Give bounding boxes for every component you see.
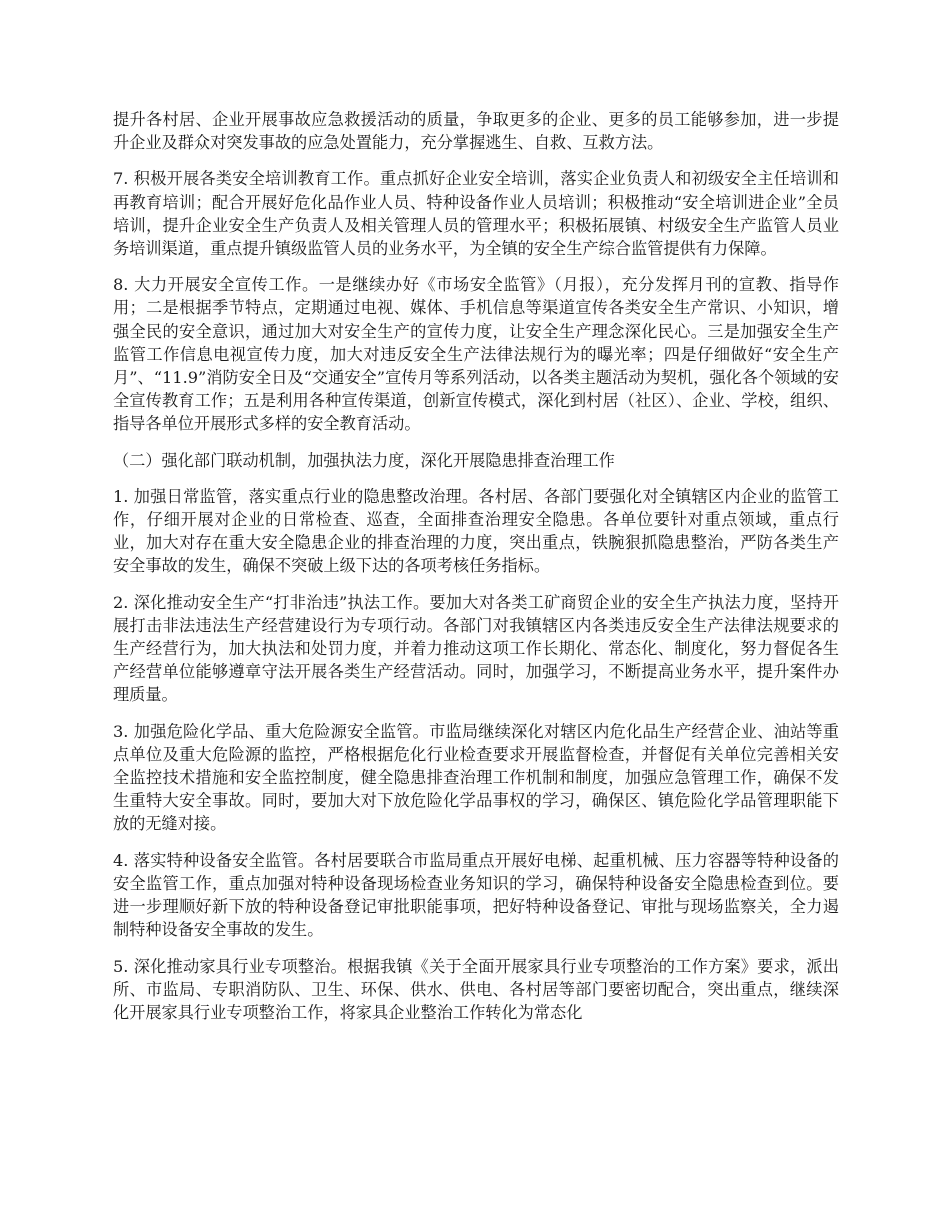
paragraph-item-5-furniture-industry: 5. 深化推动家具行业专项整治。根据我镇《关于全面开展家具行业专项整治的工作方案》要求，派出所、市监局、专职消防队、卫生、环保、供水、供电、各村居等部门要密切配合，突出重点，继续深化开展家具行业专项整治工作，将家具企业整治工作转化为常态化	[113, 956, 839, 1022]
section-heading-2: （二）强化部门联动机制，加强执法力度，深化开展隐患排查治理工作	[113, 450, 615, 470]
paragraph-item-1-daily-supervision: 1. 加强日常监管，落实重点行业的隐患整改治理。各村居、各部门要强化对全镇辖区内企业的监管工作，仔细开展对企业的日常检查、巡查，全面排查治理安全隐患。各单位要针对重点领域，重点行业，加大对存在重大安全隐患企业的排查治理的力度，突出重点，铁腕狠抓隐患整治，严防各类生产安全事故的发生，确保不突破上级下达的各项考核任务指标。	[113, 486, 839, 576]
paragraph-item-3-hazardous-chemicals: 3. 加强危险化学品、重大危险源安全监管。市监局继续深化对辖区内危化品生产经营企业、油站等重点单位及重大危险源的监控，严格根据危化行业检查要求开展监督检查，并督促有关单位完善相关安全监控技术措施和安全监控制度，健全隐患排查治理工作机制和制度，加强应急管理工作，确保不发生重特大安全事故。同时，要加大对下放危险化学品事权的学习，确保区、镇危险化学品管理职能下放的无缝对接。	[113, 721, 839, 834]
paragraph-item-7-training: 7. 积极开展各类安全培训教育工作。重点抓好企业安全培训，落实企业负责人和初级安全主任培训和再教育培训；配合开展好危化品作业人员、特种设备作业人员培训；积极推动“安全培训进企业”全员培训，提升企业安全生产负责人及相关管理人员的管理水平；积极拓展镇、村级安全生产监管人员业务培训渠道，重点提升镇级监管人员的业务水平，为全镇的安全生产综合监管提供有力保障。	[113, 169, 839, 259]
paragraph-item-8-publicity: 8. 大力开展安全宣传工作。一是继续办好《市场安全监管》（月报），充分发挥月刊的宣教、指导作用；二是根据季节特点，定期通过电视、媒体、手机信息等渠道宣传各类安全生产常识、小知识，增强全民的安全意识，通过加大对安全生产的宣传力度，让安全生产理念深化民心。三是加强安全生产监管工作信息电视宣传力度，加大对违反安全生产法律法规行为的曝光率；四是仔细做好“安全生产月”、“11.9”消防安全日及“交通安全”宣传月等系列活动，以各类主题活动为契机，强化各个领域的安全宣传教育工作；五是利用各种宣传渠道，创新宣传模式，深化到村居（社区）、企业、学校，组织、指导各单位开展形式多样的安全教育活动。	[113, 275, 839, 434]
document-page	[113, 108, 839, 1037]
paragraph-item-4-special-equipment: 4. 落实特种设备安全监管。各村居要联合市监局重点开展好电梯、起重机械、压力容器等特种设备的安全监管工作，重点加强对特种设备现场检查业务知识的学习，确保特种设备安全隐患检查到位。要进一步理顺好新下放的特种设备登记审批职能事项，把好特种设备登记、审批与现场监察关，全力遏制特种设备安全事故的发生。	[113, 850, 839, 940]
paragraph-emergency-rescue: 提升各村居、企业开展事故应急救援活动的质量，争取更多的企业、更多的员工能够参加，进一步提升企业及群众对突发事故的应急处置能力，充分掌握逃生、自救、互救方法。	[113, 110, 839, 153]
paragraph-item-2-enforcement: 2. 深化推动安全生产“打非治违”执法工作。要加大对各类工矿商贸企业的安全生产执法力度，坚持开展打击非法违法生产经营建设行为专项行动。各部门对我镇辖区内各类违反安全生产法律法规要求的生产经营行为，加大执法和处罚力度，并着力推动这项工作长期化、常态化、制度化，努力督促各生产经营单位能够遵章守法开展各类生产经营活动。同时，加强学习，不断提高业务水平，提升案件办理质量。	[113, 592, 839, 705]
